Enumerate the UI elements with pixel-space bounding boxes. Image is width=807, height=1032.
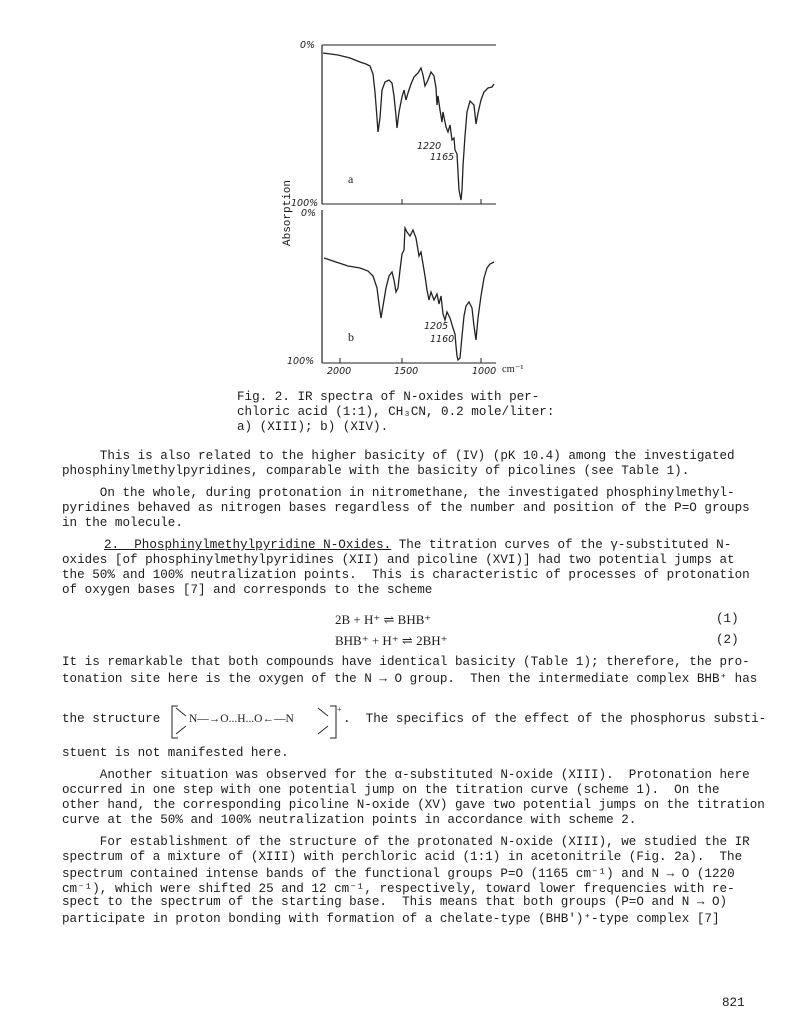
p6-line-5: spect to the spectrum of the starting base. This means that both groups (P=O and N → O) [62,895,728,909]
p5-line-4: curve at the 50% and 100% neutralization points in accordance with scheme 2. [62,813,637,827]
p2-line-2: pyridines behaved as nitrogen bases regardless of the number and position of the P=O groups [62,501,750,515]
panel-b-top-tick: 0% [301,208,317,219]
panel-a-bottom-tick: 100% [291,198,319,209]
section-heading: 2. Phosphinylmethylpyridine N-Oxides. [104,538,392,552]
p1-line-2: phosphinylmethylpyridines, comparable with the basicity of picolines (see Table 1). [62,464,690,478]
equation-1-number: (1) [716,612,739,626]
x-tick-2000: 2000 [327,366,352,377]
p2-line-3: in the molecule. [62,516,183,530]
page-number: 821 [722,996,745,1010]
p6-line-2: spectrum of a mixture of (XIII) with perchloric acid (1:1) in acetonitrile (Fig. 2a). The [62,850,743,864]
svg-text:+: + [337,705,342,714]
x-axis-unit: cm⁻¹ [502,364,524,375]
p4-line-2: tonation site here is the oxygen of the N → O group. Then the intermediate complex BHB⁺ has [62,672,758,686]
y-axis-label: Absorption [282,179,294,246]
panel-a-label: a [348,172,354,186]
p3-line-1 [104,538,731,552]
p6-line-4: cm⁻¹), which were shifted 25 and 12 cm⁻¹, respectively, toward lower frequencies with re- [62,882,735,896]
equation-2: BHB⁺ + H⁺ ⇌ 2BH⁺ [335,633,448,648]
p3-line-4: of oxygen bases [7] and corresponds to the scheme [62,583,433,597]
panel-b-bottom-tick: 100% [287,356,315,367]
figure-caption-line-1: Fig. 2. IR spectra of N-oxides with per- [237,390,540,404]
figure-caption-line-3: a) (XIII); b) (XIV). [237,420,389,434]
p2-line-1: On the whole, during protonation in nitromethane, the investigated phosphinylmethyl- [62,486,735,500]
p3-line-3: the 50% and 100% neutralization points. This is characteristic of processes of protonation [62,568,750,582]
panel-a-annotation-1220: 1220 [417,141,442,152]
ir-spectra-plot [0,0,807,400]
panel-b-annotation-1160: 1160 [430,334,455,345]
equation-2-number: (2) [716,633,739,647]
p3-line-2: oxides [of phosphinylmethylpyridines (XII) and picoline (XVI)] had two potential jumps at [62,553,735,567]
p1-line-1: This is also related to the higher basicity of (IV) (pK 10.4) among the investigated [62,449,735,463]
figure-caption-line-2: chloric acid (1:1), CH₃CN, 0.2 mole/liter: [237,405,555,419]
p6-line-3: spectrum contained intense bands of the functional groups P=O (1165 cm⁻¹) and N → O (1220 [62,867,735,881]
panel-a-top-tick: 0% [300,40,316,51]
p5-line-2: occurred in one step with one potential jump on the titration curve (scheme 1). On the [62,783,720,797]
p6-line-6: participate in proton bonding with formation of a chelate-type (BHB')⁺-type complex [7] [62,912,720,926]
x-tick-1500: 1500 [394,366,419,377]
panel-b-label: b [348,330,354,344]
p4-line-1: It is remarkable that both compounds have identical basicity (Table 1); therefore, the pro- [62,655,750,669]
x-tick-1000: 1000 [472,366,497,377]
structure-formula: N—→O...H...O←—N [189,713,294,725]
p4-end: stuent is not manifested here. [62,746,289,760]
p5-line-1: Another situation was observed for the α-substituted N-oxide (XIII). Protonation here [62,768,750,782]
equation-1: 2B + H⁺ ⇌ BHB⁺ [335,612,432,627]
panel-a-annotation-1165: 1165 [430,152,455,163]
p5-line-3: other hand, the corresponding picoline N-oxide (XV) gave two potential jumps on the titration [62,798,765,812]
panel-b-annotation-1205: 1205 [424,321,449,332]
structure-lead: the structure [62,712,161,726]
structure-tail: . The specifics of the effect of the phosphorus substi- [343,712,767,726]
p3-line-1-rest: The titration curves of the γ-substituted N- [391,538,732,552]
p6-line-1: For establishment of the structure of the protonated N-oxide (XIII), we studied the IR [62,835,750,849]
